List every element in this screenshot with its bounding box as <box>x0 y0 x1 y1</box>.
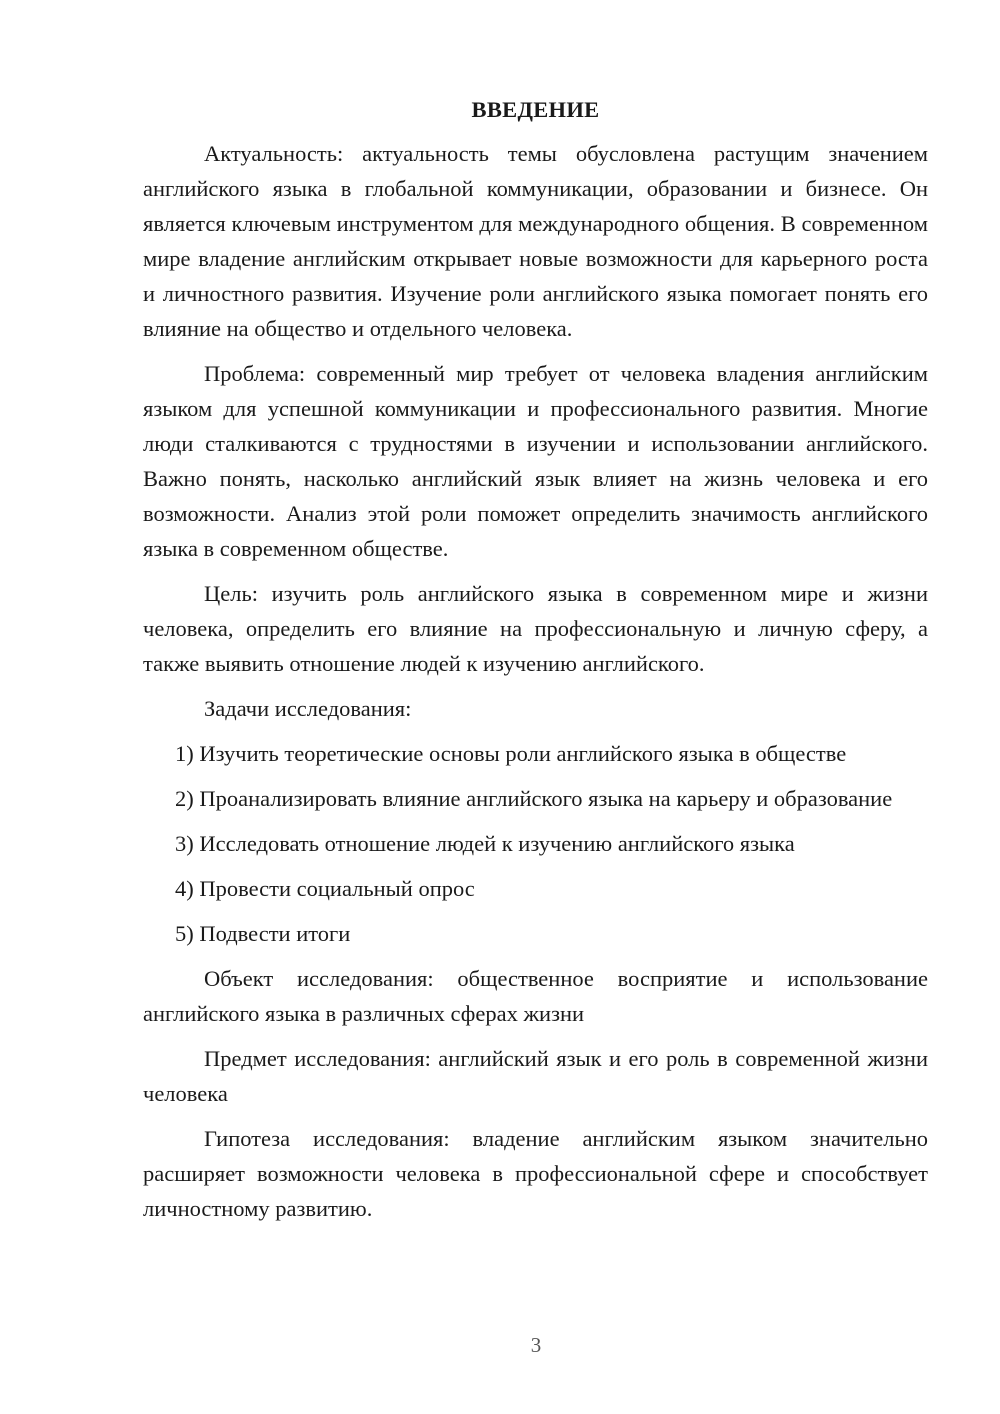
paragraph-problem: Проблема: современный мир требует от человека владения английским языком для успешной коммуникации и профессионального развития. Многие люди сталкиваются с трудностями в изучении и использовании английского. Важно понять, насколько английский язык влияет на жизнь человека и его возможности. Анализ этой роли поможет определить значимость английского языка в современном обществе. <box>143 361 928 561</box>
paragraph-relevance: Актуальность: актуальность темы обусловлена растущим значением английского языка в глобальной коммуникации, образовании и бизнесе. Он является ключевым инструментом для международного общения. В современном мире владение английским открывает новые возможности для карьерного роста и личностного развития. Изучение роли английского языка помогает понять его влияние на общество и отдельного человека. <box>143 141 928 341</box>
page-number: 3 <box>530 1333 542 1357</box>
task-item-4: 4) Провести социальный опрос <box>175 876 475 901</box>
page-content <box>143 92 928 1236</box>
paragraph-object: Объект исследования: общественное восприятие и использование английского языка в различных сферах жизни <box>143 966 928 1026</box>
section-heading: ВВЕДЕНИЕ <box>471 97 600 122</box>
tasks-heading: Задачи исследования: <box>204 696 412 721</box>
paragraph-goal: Цель: изучить роль английского языка в современном мире и жизни человека, определить его влияние на профессиональную и личную сферу, а также выявить отношение людей к изучению английского. <box>143 581 928 676</box>
task-item-3: 3) Исследовать отношение людей к изучению английского языка <box>175 831 795 856</box>
task-item-1: 1) Изучить теоретические основы роли английского языка в обществе <box>175 741 847 766</box>
task-item-5: 5) Подвести итоги <box>175 921 351 946</box>
task-item-2: 2) Проанализировать влияние английского языка на карьеру и образование <box>175 786 893 811</box>
paragraph-hypothesis: Гипотеза исследования: владение английским языком значительно расширяет возможности человека в профессиональной сфере и способствует личностному развитию. <box>143 1126 928 1221</box>
paragraph-subject: Предмет исследования: английский язык и его роль в современной жизни человека <box>143 1046 928 1106</box>
